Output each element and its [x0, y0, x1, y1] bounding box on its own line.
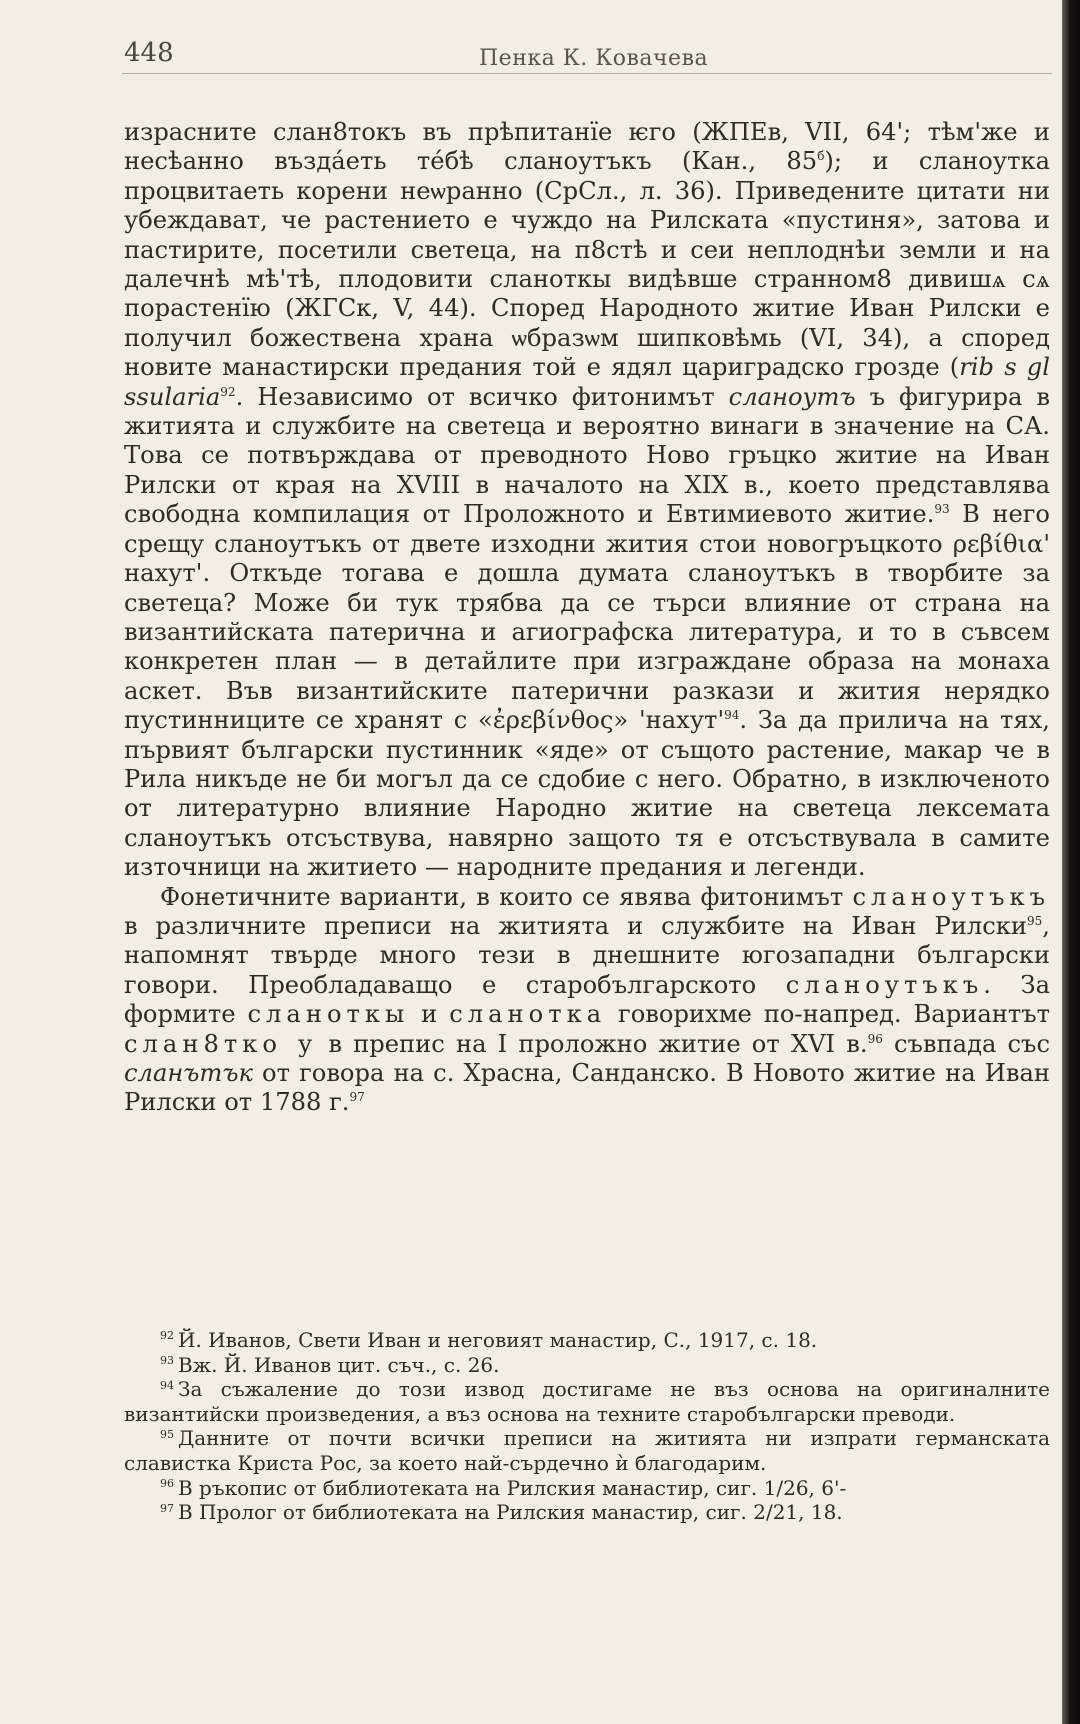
running-head: Пенка К. Ковачева	[479, 46, 709, 71]
footnote-ref-93: 93	[934, 502, 950, 517]
text-run: съвпада със	[882, 1029, 1050, 1058]
text-run: ъ фигурира в житията и службите на светеца и вероятно винаги в значение на СА. Това се потвърждава от преводното Ново гръцко житие на Иван Рилски от края на XVIII в началото на XIX в., което представлява свободна компилация от Проложното и Евтимиевото житие.	[124, 382, 1051, 529]
text-run: говорихме по-напред. Вариантът	[606, 1000, 1051, 1029]
footnote-text: Вж. Й. Иванов цит. съч., с. 26.	[178, 1352, 500, 1377]
header-rule	[122, 73, 1052, 74]
text-run: В него срещу сланоутъкъ от двете изходни жития стои новогръцкото ρεβίθια' нахут'. Откъде тогава е дошла думата сланоутъкъ в творбите за светеца? Може би тук трябва да се търси влияние от страна на византийската патерична и агиографска литература, и то в съвсем конкретен план — в детайлите при изграждане образа на монаха аскет. Във византийските патерични разкази и жития нерядко пустинниците се хранят с «ἐρεβίνθος» 'нахут'	[124, 500, 1050, 735]
footnote-ref-95: 95	[1027, 913, 1043, 928]
text-run: ); и сланоутка процвитаеть корени неѡранно (СрСл., л. 36). Приведените цитати ни убеждават, че растението е чуждо на Рилската «пустиня», затова и пастирите, посетили светеца, на п8стѣ и сеи неплоднѣи земли и на далечнѣ мѣ'тѣ, плодовити сланоткы видѣвше странном8 дивишѧ сѧ порастенїю (ЖГСк, V, 44). Според Народното житие Иван Рилски е получил божествена храна ѡбразѡм шипковѣмь (VI, 34), а според новите манастирски предания той е ядял цариградско грозде (	[124, 147, 1051, 382]
text-run: в различните преписи на житията и службите на Иван Рилски	[124, 911, 1028, 940]
footnote-94	[124, 1377, 1050, 1426]
italic-text: rib s gl ssularia	[124, 353, 1050, 411]
footnote-number: 92	[160, 1329, 174, 1343]
footnote-number: 94	[160, 1378, 174, 1392]
text-run: и	[409, 1000, 450, 1029]
footnote-number: 97	[160, 1501, 174, 1515]
italic-text: сланътък	[124, 1059, 253, 1087]
text-run: в препис на I проложно житие от XVI в.	[317, 1029, 868, 1058]
spaced-text: сланоутъкъ	[785, 970, 984, 999]
body-text	[124, 118, 1050, 1118]
footnotes	[124, 1328, 1050, 1525]
text-run: израсните слан8токъ въ прѣпитанїе ѥго (ЖПЕв, VII, 64'; тѣм'же и несѣанно въздáеть тéбѣ сланоутъкъ (Кан., 85	[124, 118, 1050, 176]
page-header	[124, 38, 1050, 78]
footnote-text: Данните от почти всички преписи на житията ни изпрати германската славистка Криста Рос, за което най-сърдечно ѝ благодарим.	[124, 1426, 1050, 1475]
footnote-96	[124, 1476, 1050, 1501]
footnote-text: Й. Иванов, Свети Иван и неговият манастир, С., 1917, с. 18.	[178, 1328, 818, 1352]
footnote-number: 93	[160, 1353, 174, 1367]
footnote-number: 95	[160, 1427, 174, 1441]
italic-text: сланоутъ	[728, 382, 856, 411]
footnote-ref-97: 97	[349, 1090, 365, 1105]
footnote-text: В ръкопис от библиотеката на Рилския манастир, сиг. 1/26, 6'-	[178, 1475, 847, 1500]
footnote-93	[124, 1353, 1050, 1378]
text-run: . За да прилича на тях, първият български пустинник «яде» от същото растение, макар че в Рила никъде не би могъл да се сдобие с него. Обратно, в изключеното от литературно влияние Народно житие на светеца лексемата сланоутъкъ отсъствува, навярно защото тя е отсъствувала в самите източници на житието — народните предания и легенди.	[124, 706, 1050, 882]
paragraph-2	[124, 883, 1050, 1118]
spaced-text: слан8тко у	[124, 1029, 318, 1058]
footnote-95	[124, 1426, 1050, 1475]
footnote-ref-94: 94	[724, 708, 740, 723]
spaced-text: сланоткы	[247, 1000, 410, 1029]
footnote-text: В Пролог от библиотеката на Рилския манастир, сиг. 2/21, 18.	[178, 1500, 843, 1525]
footnote-text: За съжаление до този извод достигаме не въз основа на оригиналните византийски произведения, а въз основа на техните старобългарски преводи.	[124, 1377, 1050, 1426]
text-run: . За формите	[124, 970, 1050, 1029]
paragraph-1	[124, 118, 1050, 883]
binding-edge	[1062, 0, 1080, 1724]
page-number: 448	[124, 38, 174, 68]
text-run: от говора на с. Храсна, Санданско. В Новото житие на Иван Рилски от 1788 г.	[124, 1059, 1050, 1117]
spaced-text: сланоутъкъ	[852, 882, 1050, 911]
footnote-92	[124, 1328, 1050, 1353]
footnote-ref-92: 92	[220, 384, 236, 399]
spaced-text: сланотка	[449, 1000, 607, 1029]
text-run: , напомнят твърде много тези в днешните югозападни български говори. Преобладаващо е старобългарското	[124, 911, 1050, 999]
text-run: Фонетичните варианти, в които се явява фитонимът	[160, 882, 853, 911]
superscript: б	[817, 149, 825, 164]
footnote-97	[124, 1500, 1050, 1525]
footnote-ref-96: 96	[867, 1031, 883, 1046]
text-run: . Независимо от всичко фитонимът	[235, 382, 729, 411]
footnote-number: 96	[160, 1476, 174, 1490]
